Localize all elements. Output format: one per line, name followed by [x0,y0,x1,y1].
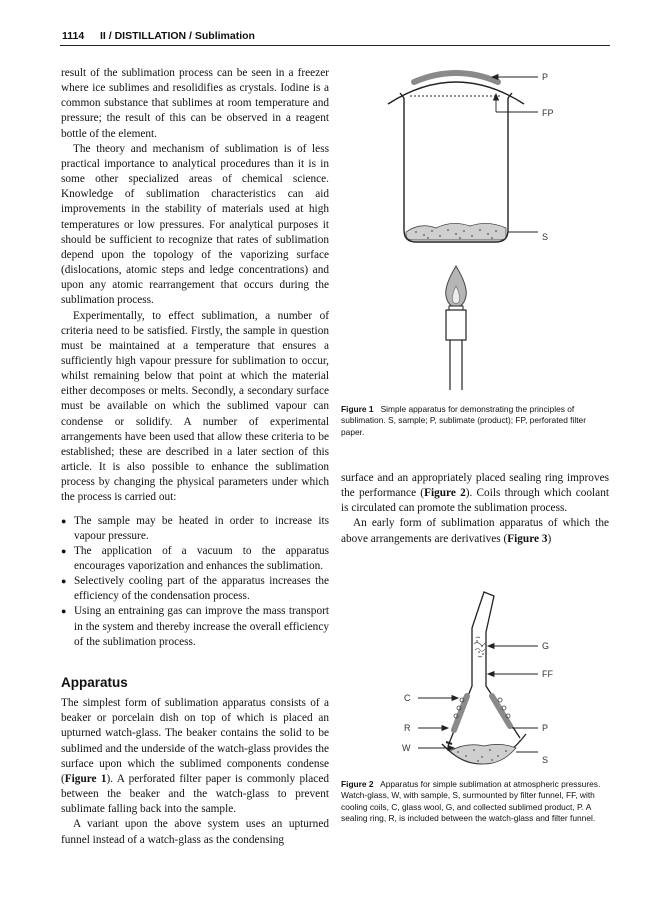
paragraph [341,516,609,546]
paragraph [341,471,609,516]
paragraph-text: The simplest form of sublimation apparatus consists of a beaker or porcelain dish on top of which is placed an upturned watch-glass. The beaker contains the solid to be sublimed and the underside of the watch-glass provides the surface upon which the sublimed components condense ( [61,697,329,785]
paragraph-text: ). A perforated filter paper is commonly placed between the beaker and the watch-glass to prevent sublimate falling back into the sample. [61,772,329,816]
paragraph: Experimentally, to effect sublimation, a number of criteria need to be satisfied. Firstly, the sample in question must be maintained at a temperature that ensures a sufficiently high vapour pressure for sublimation to occur, whilst remaining below that point at which the material either decomposes or melts. Secondly, a secondary surface must be available on which the sublimed vapour can condense or solidify. A number of experimental arrangements have been used that allow these criteria to be established; these are described in a later section of this article. It is also possible to enhance the sublimation process by changing the physical parameters under which the process is carried out: [61,309,329,504]
list-item: ● Selectively cooling part of the apparatus increases the efficiency of the condensation process. [61,574,329,604]
caption-text: Simple apparatus for demonstrating the principles of sublimation. S, sample; P, sublimate (product); FP, perforated filter paper. [341,404,587,437]
paragraph-text: surface and an appropriately placed sealing ring improves the performance ( [341,472,609,500]
page-number: 1114 [62,30,85,42]
section-heading: Apparatus [61,674,128,690]
callout-label: FF [542,669,553,679]
list-item: ● Using an entraining gas can improve the mass transport in the system and thereby increase the overall efficiency of the sublimation process. [61,604,329,649]
callout-label: P [542,723,549,733]
paragraph: result of the sublimation process can be seen in a freezer where ice sublimes and resolidifies as crystals. Iodine is a common substance that sublimes at room temperature and pressure; the result of this can be observed in a reagent bottle of the element. [61,67,329,140]
callout-label: R [404,723,411,733]
callout-label: G [542,641,550,651]
callout-label: S [542,232,549,242]
callout-label: P [542,72,549,82]
right-column [341,471,609,547]
figure-1-diagram [380,60,580,400]
figure-label: Figure 2 [341,779,374,789]
callout-label: S [542,755,549,765]
figure-2-caption [341,779,611,824]
running-title: II / DISTILLATION / Sublimation [100,30,255,42]
list-item: ● The sample may be heated in order to increase its vapour pressure. [61,514,329,544]
figure-2-diagram [392,588,592,773]
callout-label: W [402,743,411,753]
paragraph: The theory and mechanism of sublimation is of less practical importance to analytical procedures than it is in some other specialized areas of chemical science. Knowledge of sublimation characteristics can aid improvements in the stability of materials used at high temperatures or low pressures. For analytical purposes it should be sufficient to recognize that rates of sublimation depend upon the topology of the vaporizing surface (dislocations, atomic steps and ledge concentrations) and upon any atomic rearrangement that occurs during the sublimation process. [61,142,329,307]
page-header [62,29,610,45]
paragraph-text: ) [547,532,552,545]
figure-1-caption [341,404,611,438]
figure-reference: Figure 3 [507,532,548,545]
bullet-list [61,514,329,650]
paragraph: A variant upon the above system uses an upturned funnel instead of a watch-glass as the condensing [61,818,329,846]
figure-reference: Figure 2 [424,487,466,500]
paragraph-text: ). Coils through which coolant is circulated can promote the sublimation process. [341,487,609,515]
figure-reference: Figure 1 [64,772,107,785]
header-rule [60,45,610,46]
list-item: ● The application of a vacuum to the apparatus encourages vaporization and enhances the sublimation. [61,544,329,574]
paragraph [61,696,329,817]
left-column [61,66,329,848]
figure-label: Figure 1 [341,404,374,414]
paragraph-text: An early form of sublimation apparatus of which the above arrangements are derivatives ( [341,517,609,545]
callout-label: FP [542,108,554,118]
callout-label: C [404,693,411,703]
caption-text: Apparatus for simple sublimation at atmospheric pressures. Watch-glass, W, with sample, S, surmounted by filter funnel, FF, with cooling coils, C, glass wool, G, and collected sublimed product, P. A sealing ring, R, is included between the watch-glass and filter funnel. [341,779,601,823]
